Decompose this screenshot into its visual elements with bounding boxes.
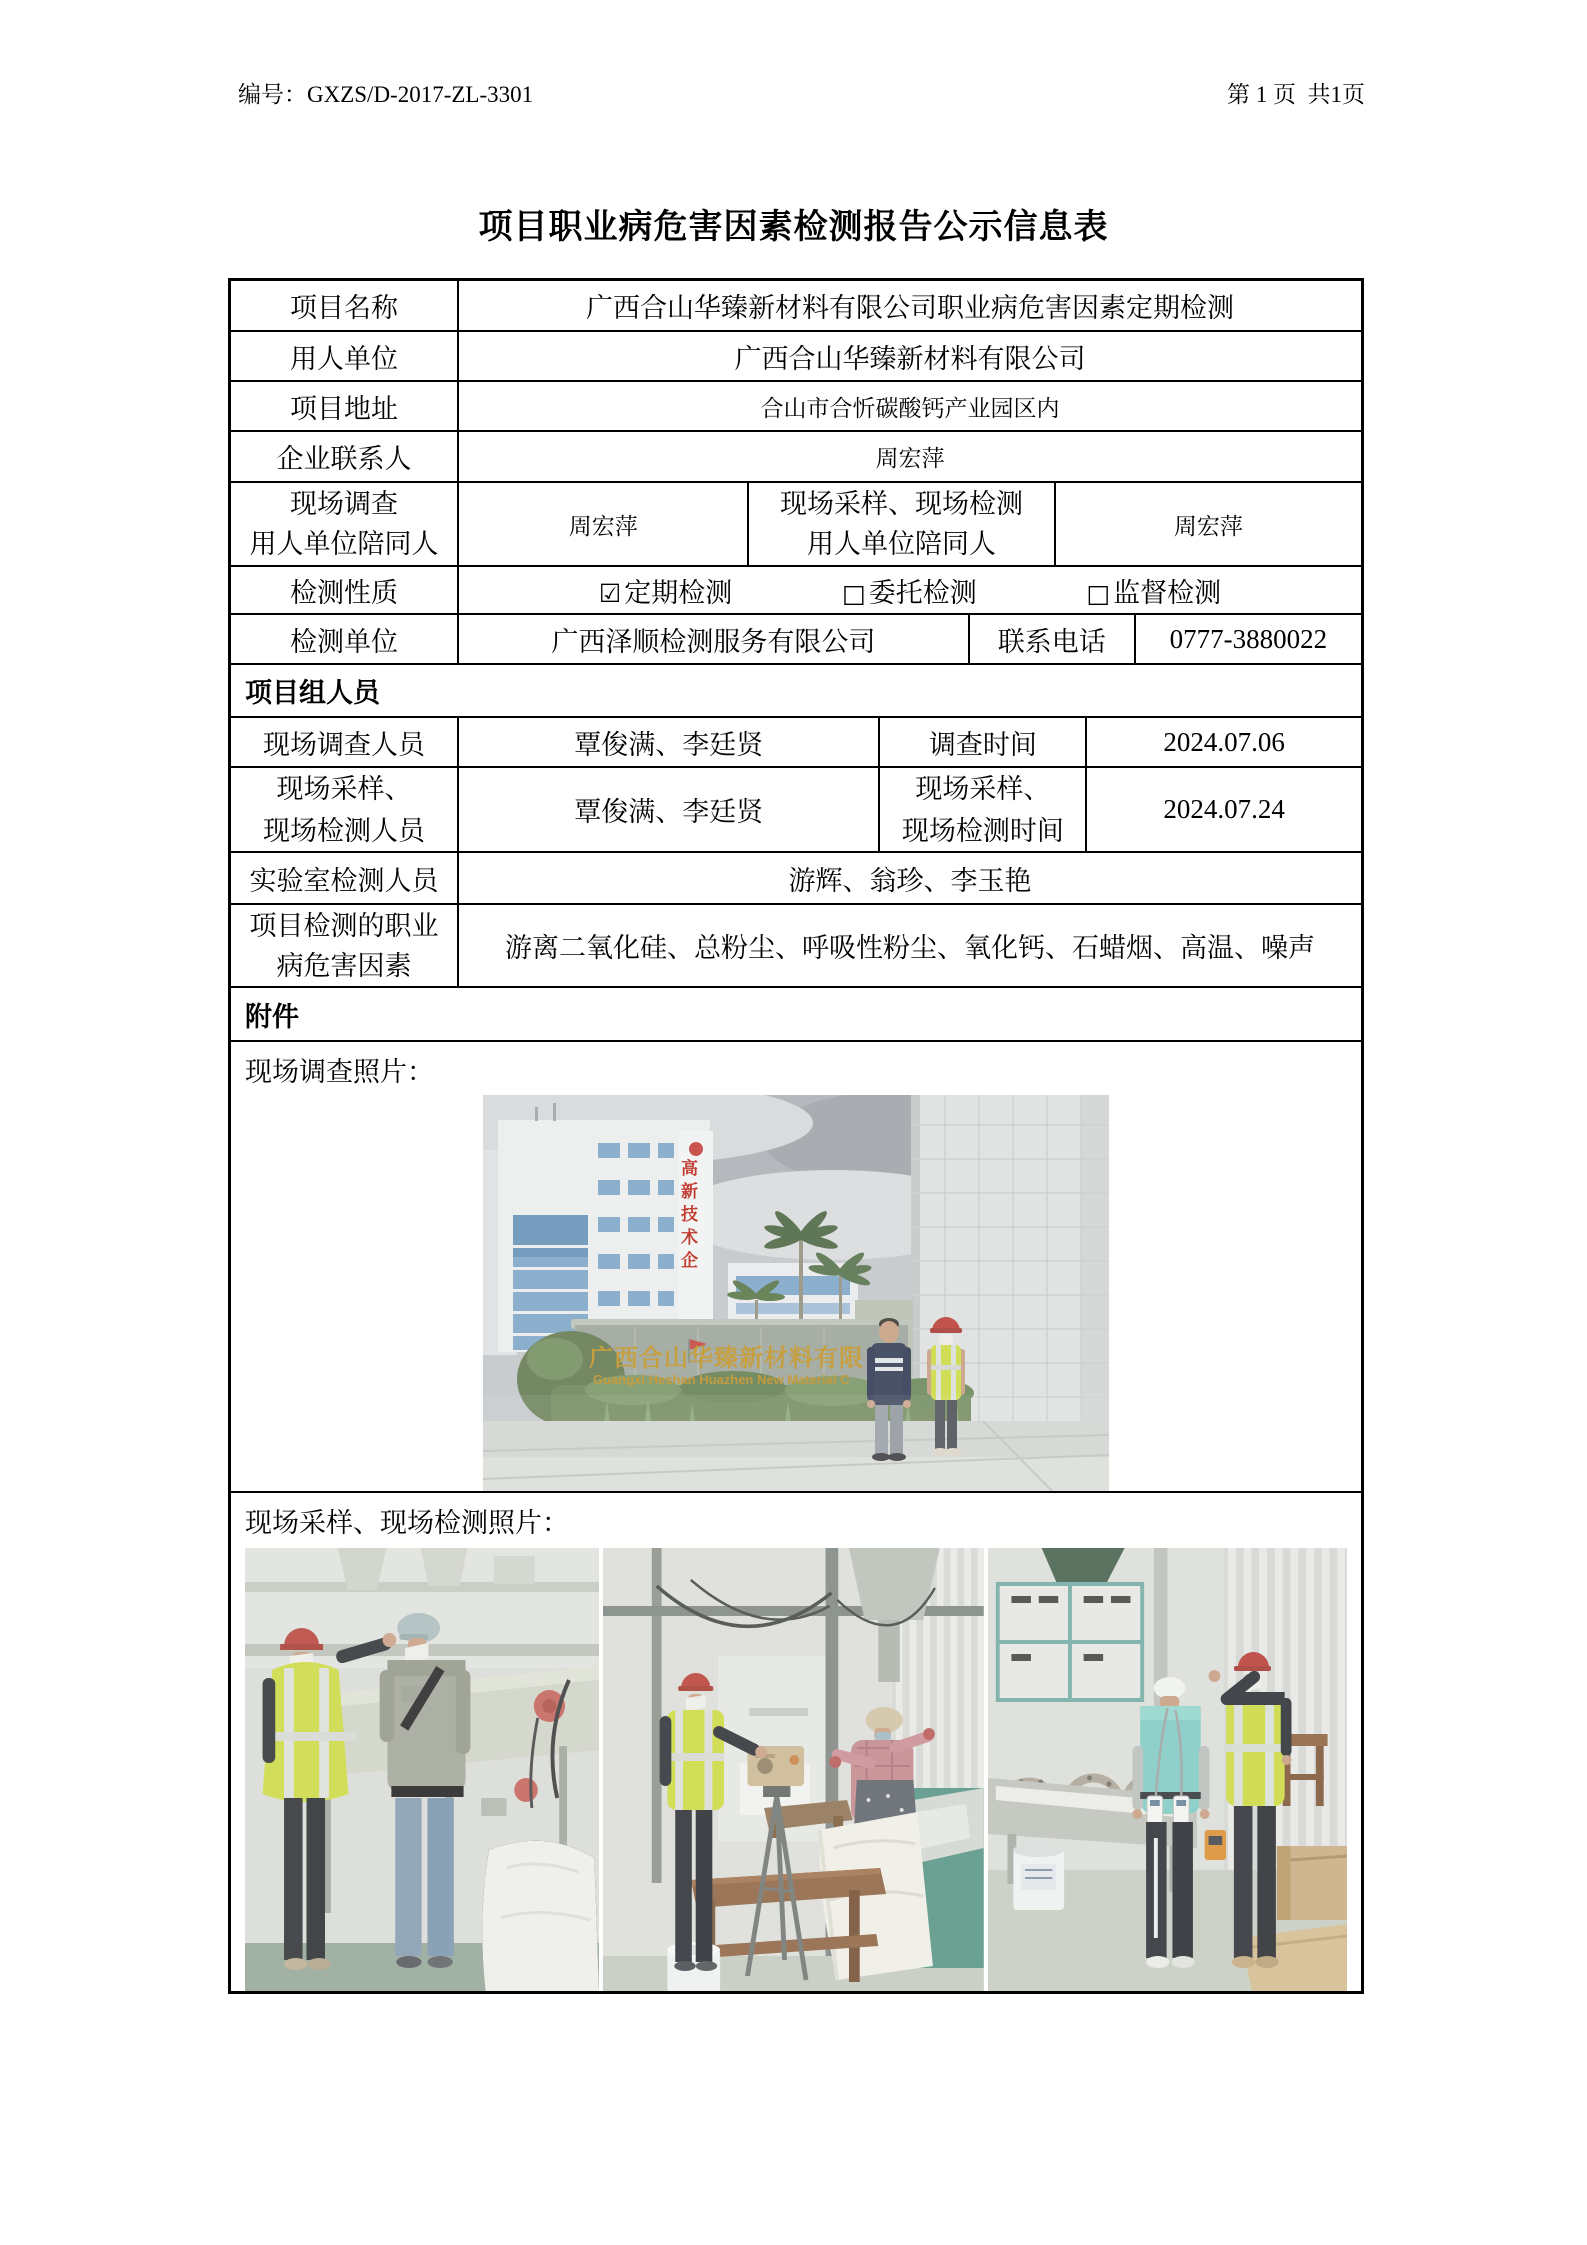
sampling-time-label: 现场采样、 现场检测时间 (878, 768, 1085, 851)
survey-staff-value: 覃俊满、李廷贤 (457, 718, 878, 766)
sampling-photos-cell (231, 1493, 1361, 1991)
table-row-escorts (231, 481, 1361, 565)
table-row-employer (231, 330, 1361, 380)
survey-photos-label: 现场调查照片： (245, 1057, 434, 1087)
lab-staff-value: 游辉、翁珍、李玉艳 (457, 853, 1361, 903)
sampling-photo-1 (245, 1548, 599, 1991)
page-indicator: 第 1 页 共1页 (1227, 82, 1365, 107)
sampling-photo-2-illustration (603, 1548, 984, 1991)
project-name-label: 项目名称 (290, 293, 398, 323)
sampling-escort-label: 现场采样、现场检测 用人单位陪同人 (747, 483, 1053, 565)
table-row-team-header (231, 663, 1361, 716)
address-value: 合山市合忻碳酸钙产业园区内 (457, 382, 1361, 430)
table-row-lab-staff (231, 851, 1361, 903)
table-row-sampling-staff (231, 766, 1361, 851)
option-commissioned-detection: □ 委托检测 (842, 577, 977, 608)
sampling-photo-2 (603, 1548, 984, 1991)
address-label: 项目地址 (290, 393, 398, 424)
sampling-staff-label: 现场采样、 现场检测人员 (263, 773, 425, 846)
survey-time-label: 调查时间 (878, 718, 1085, 766)
table-row-agency (231, 613, 1361, 663)
sampling-photo-strip (245, 1548, 1347, 1991)
attachment-header: 附件 (245, 1001, 299, 1032)
report-table (228, 278, 1364, 1994)
survey-time-value: 2024.07.06 (1085, 718, 1361, 766)
employer-label: 用人单位 (290, 343, 398, 374)
employer-value: 广西合山华臻新材料有限公司 (457, 332, 1361, 380)
table-row-detection-nature (231, 565, 1361, 613)
company-sign-chinese-text: 广西合山华臻新材料有限 (589, 1346, 864, 1372)
survey-escort-value: 周宏萍 (457, 483, 747, 565)
unchecked-checkbox-icon: □ (1086, 578, 1111, 608)
company-sign-english-text: Guangxi Heshan Huazhen New Material C (593, 1372, 850, 1387)
checked-checkbox-icon: ☑ (598, 578, 622, 608)
sampling-photos-label: 现场采样、现场检测照片： (245, 1508, 569, 1538)
option-supervision-detection: □ 监督检测 (1086, 577, 1222, 608)
detection-nature-label: 检测性质 (290, 577, 398, 608)
sampling-time-value: 2024.07.24 (1085, 768, 1361, 851)
unchecked-checkbox-icon: □ (842, 578, 866, 608)
table-row-survey-staff (231, 716, 1361, 766)
sampling-staff-value: 覃俊满、李廷贤 (457, 768, 878, 851)
page-title: 项目职业病危害因素检测报告公示信息表 (478, 209, 1109, 246)
hazard-factors-label: 项目检测的职业 病危害因素 (249, 910, 439, 981)
project-name-value: 广西合山华臻新材料有限公司职业病危害因素定期检测 (457, 281, 1361, 330)
sampling-photo-3-illustration (988, 1548, 1347, 1991)
phone-label: 联系电话 (968, 615, 1134, 663)
document-header (238, 76, 1365, 109)
agency-label: 检测单位 (290, 626, 398, 657)
option-periodic-detection: ☑ 定期检测 (598, 577, 733, 608)
contact-value: 周宏萍 (457, 432, 1361, 481)
survey-staff-label: 现场调查人员 (263, 729, 425, 760)
sampling-photo-3 (988, 1548, 1347, 1991)
table-row-survey-photos (231, 1040, 1361, 1491)
table-row-sampling-photos (231, 1491, 1361, 1991)
table-row-contact (231, 430, 1361, 481)
lab-staff-label: 实验室检测人员 (249, 865, 439, 896)
phone-value: 0777-3880022 (1134, 615, 1361, 663)
gate-photo-illustration (483, 1095, 1109, 1491)
sampling-photo-1-illustration (245, 1548, 599, 1991)
building-vertical-sign-text: 高新技术企 (678, 1159, 697, 1274)
survey-photos-cell (231, 1042, 1361, 1491)
hazard-factors-value: 游离二氧化硅、总粉尘、呼吸性粉尘、氧化钙、石蜡烟、高温、噪声 (457, 905, 1361, 986)
team-header: 项目组人员 (245, 678, 380, 708)
contact-label: 企业联系人 (276, 444, 412, 474)
table-row-attachment-header (231, 986, 1361, 1040)
survey-escort-label: 现场调查 用人单位陪同人 (249, 489, 439, 559)
agency-value: 广西泽顺检测服务有限公司 (457, 615, 968, 663)
table-row-address (231, 380, 1361, 430)
sampling-escort-value: 周宏萍 (1054, 483, 1361, 565)
gate-photo (483, 1095, 1109, 1491)
table-row-project-name (231, 281, 1361, 330)
table-row-hazard-factors (231, 903, 1361, 986)
detection-nature-options (457, 567, 1361, 613)
doc-number: 编号：GXZS/D-2017-ZL-3301 (238, 82, 534, 107)
